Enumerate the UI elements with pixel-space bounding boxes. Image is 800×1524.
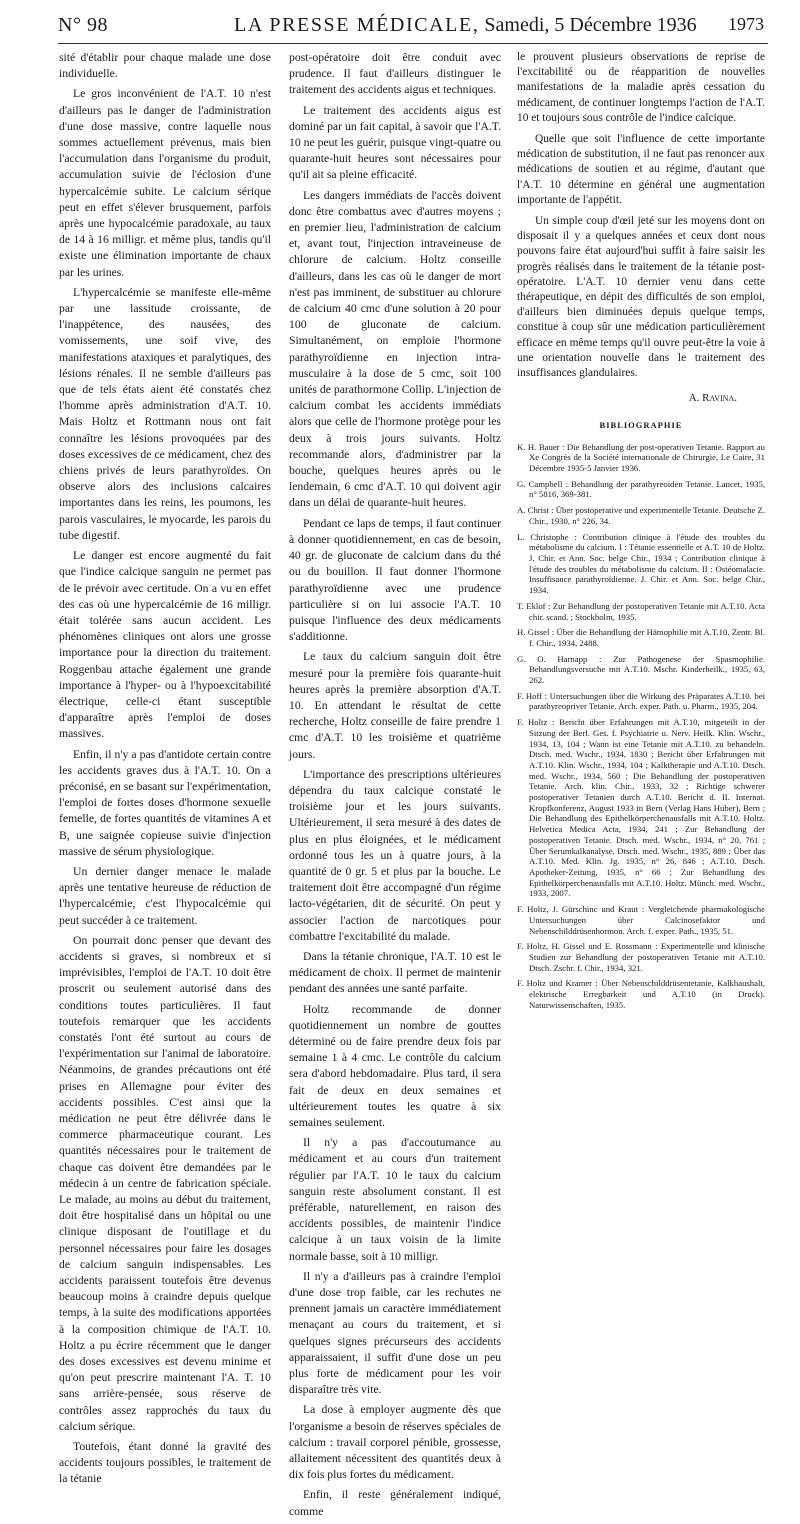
journal-name: LA PRESSE MÉDICALE, [234, 14, 480, 36]
page-header [58, 14, 768, 42]
paragraph: Le traitement des accidents aigus est dominé par un fait capital, à savoir que l'A.T. 10 ne peut les guérir, puisque vingt-quatre ou quarante-huit heures sont nécessaires pour qu'il ait sa pleine efficacité. [289, 103, 501, 182]
paragraph: Holtz recommande de donner quotidiennement un nombre de gouttes déterminé ou de faire prendre deux fois par semaine 1 à 4 cmc. Le contrôle du calcium sera d'abord hebdomadaire. Plus tard, il sera fait de deux en deux semaines et ultérieurement toutes les quatre à six semaines seulement. [289, 1002, 501, 1129]
issue-date: Samedi, 5 Décembre 1936 [484, 14, 697, 36]
bibliography-entry: F. Holtz und Kramer : Über Nebenschilddrüsentetanie, Kalkhaushalt, elektrische Erregbarkeit und A.T.10 (in Druck). Naturwissenschaften, 1935. [517, 978, 765, 1010]
paragraph: Quelle que soit l'influence de cette importante médication de substitution, il ne faut pas renoncer aux médications de soutien et au régime, d'autant que l'A.T. 10 détermine en général une augmentation importante de l'appétit. [517, 133, 765, 206]
bibliography-entry: G. O. Harnapp : Zur Pathogenese der Spasmophilie. Behandlungsversuche mit A.T.10. Mschr. Kinderheilk., 1935, 63, 262. [517, 653, 765, 686]
author-signature: A. Ravina. [688, 392, 737, 405]
paragraph: Un dernier danger menace le malade après une tentative heureuse de réduction de l'hypercalcémie, c'est l'hypocalcémie qui peut succéder à ce traitement. [59, 864, 271, 927]
column-middle [289, 50, 501, 1524]
paragraph: post-opératoire doit être conduit avec prudence. Il faut d'ailleurs distinguer le traitement des accidents aigus et techniques. [289, 51, 501, 97]
issue-number: N° 98 [58, 14, 108, 36]
paragraph: Le danger est encore augmenté du fait que l'indice calcique sanguin ne permet pas de le prévoir avec certitude. On a vu en effet des cas où une hypercalcémie de 16 milligr. était tolérée sans aucun accident. Les phénomènes cliniques ont alors une grosse importance pour la direction du traitement. Roggenbau attache également une grande importance à l'hyper- ou à l'hypoexcitabilité électrique, celle-ci étant susceptible d'apparaître après l'emploi de doses massives. [59, 549, 271, 741]
paragraph: Toutefois, étant donné la gravité des accidents toujours possibles, le traitement de la tétanie [59, 1440, 271, 1486]
paragraph: le prouvent plusieurs observations de reprise de l'excitabilité ou de réapparition de nouvelles manifestations de la maladie après cessation du médicament, de continuer longtemps l'action de l'A.T. 10 et toujours sous contrôle de l'indice calcique. [517, 51, 765, 124]
paragraph: L'importance des prescriptions ultérieures dépendra du taux calcique constaté le troisième jour et les jours suivants. Ultérieurement, il sera mesuré à des dates de plus en plus éloignées, et le médicament ordonné tous les un à quatre jours, à la quantité de 0 gr. 5 et plus par la bouche. Le traitement doit être accompagné d'un régime lacto-végétarien, dit de sécurité. On peut y associer l'action de narcotiques pour combattre l'excitabilité du malade. [289, 767, 501, 943]
header-title [234, 14, 697, 37]
paragraph: Enfin, il reste généralement indiqué, comme [289, 1488, 501, 1518]
bibliography-entry: G. Campbell : Behandlung der parathyreoiden Tetanie. Lancet, 1935, n° 5816, 369-381. [517, 478, 765, 500]
paragraph: On pourrait donc penser que devant des accidents si graves, si nombreux et si imprévisibles, l'emploi de l'A.T. 10 doit être proscrit ou seulement autorisé dans des conditions toutes particulières. Il faut toutefois remarquer que les accidents constatés l'ont été surtout au cours de l'expérimentation sur l'animal de laboratoire. Néanmoins, de grandes précautions ont été prises en Allemagne pour éviter des accidents possibles. C'est ainsi que la médication ne peut être délivrée dans le commerce pharmaceutique courant. Les quantités nécessaires pour le traitement de chaque cas doivent être demandées par le médecin à un centre de fabrication spéciale. Le malade, au moins au début du traitement, doit être hospitalisé dans un hôpital ou une clinique disposant de l'outillage et du personnel nécessaires pour faire les dosages de calcium sanguin indispensables. Les accidents paraissent toutefois être devenus beaucoup moins à craindre depuis quelque temps, à la suite des modifications apportées à la composition chimique de l'A.T. 10. Holtz a pu écrire récemment que le danger des doses excessives est devenu minime et qu'on peut prescrire maintenant l'A. T. 10 sans arrière-pensée, sous réserve de contrôles assez rapprochés du taux du calcium sérique. [59, 933, 271, 1433]
paragraph: Les dangers immédiats de l'accès doivent donc être combattus avec d'autres moyens ; en premier lieu, l'administration de calcium et, avant tout, l'injection intraveineuse de chlorure de calcium. Holtz conseille d'ailleurs, dans les cas où le danger de mort n'est pas imminent, de substituer au chlorure de calcium 40 cmc d'une solution à 20 pour 100 de gluconate de calcium. Simultanément, on emploie l'hormone parathyroïdienne en injection intra-musculaire à la dose de 5 cmc, soit 100 unités de parathormone Collip. L'injection de calcium combat les accidents immédiats alors que celle de l'hormone protège pour les deux à trois jours suivants. Holtz recommande alors, d'administrer par la bouche, quelques heures après ou le lendemain, 6 cmc d'A.T. 10 qui doivent agir dans un délai de quarante-huit heures. [289, 188, 501, 510]
paragraph: Le taux du calcium sanguin doit être mesuré pour la première fois quarante-huit heures après la première absorption d'A.T. 10. En attendant le résultat de cette recherche, Holtz conseille de faire prendre 1 cmc d'A.T. 10 les troisième et quatrième jours. [289, 650, 501, 761]
paragraph: sité d'établir pour chaque malade une dose individuelle. [59, 51, 271, 81]
paragraph: Il n'y a d'ailleurs pas à craindre l'emploi d'une dose trop faible, car les rechutes ne prennent jamais un caractère immédiatement menaçant au cours du traitement, et si quelques signes précurseurs des accidents apparaissaient, il suffit d'une dose un peu plus forte de médicament pour les voir disparaître très vite. [289, 1269, 501, 1397]
paragraph: L'hypercalcémie se manifeste elle-même par une lassitude croissante, de l'inappétence, des nausées, des vomissements, une soif vive, des manifestations ataxiques et paralytiques, des lésions rénales. Il ne semble d'ailleurs pas que de tels états aient été constatés chez l'homme après administration d'A.T. 10. Mais Holtz et Rottmann nous ont fait connaître les lésions provoquées par des doses excessives de ce médicament, chez des chiens privés de leurs parathyroïdes. On observe alors des inclusions calcaires importantes dans les reins, les poumons, les parois vasculaires, le myocarde, les parois du tube digestif. [59, 285, 271, 542]
bibliography-entry: F. Hoff : Untersuchungen über die Wirkung des Präparates A.T.10. bei parathyreopriver Tetanie. Arch. exper. Path. u. Pharm., 1935, 204. [517, 690, 765, 712]
paragraph: Il n'y a pas d'accoutumance au médicament et au cours d'un traitement régulier par l'A.T. 10 le taux du calcium sanguin reste absolument constant. Il est préférable, naturellement, en raison des accidents possibles, de maintenir l'indice calcique à un taux voisin de la limite normale basse, soit à 10 milligr. [289, 1136, 501, 1263]
bibliography-entry: F. Holtz, H. Gissel und E. Rossmann : Experimentelle und klinische Studien zur Behandlung der postoperativen Tetanie mit A.T.10. Dtsch. Zschr. f. Chir., 1934, 321. [517, 941, 765, 973]
paragraph: Enfin, il n'y a pas d'antidote certain contre les accidents graves dus à l'A.T. 10. On a préconisé, en se basant sur l'expérimentation, l'emploi de fortes doses d'hormone sexuelle femelle, de fortes quantités de vitamines A et B, une saignée copieuse suivie d'injection massive de sérum physiologique. [59, 747, 271, 858]
bibliography-entry: L. Christophe : Contribution clinique à l'étude des troubles du métabolisme du calcium. I : Tétanie essentielle et A.T. 10 de Holtz. J. Chir. et Ann. Soc. belge Chir., 1934 ; Contribution clinique à l'étude des troubles du métabolisme du calcium. II : Ostéomalacie. Insuffisance parathyroïdienne. J. Chir. et Ann. Soc. belge Chir., 1934. [517, 531, 765, 596]
paragraph: Dans la tétanie chronique, l'A.T. 10 est le médicament de choix. Il permet de maintenir pendant des années une santé parfaite. [289, 949, 501, 996]
column-right [517, 50, 765, 1015]
paragraph: Le gros inconvénient de l'A.T. 10 n'est d'ailleurs pas le danger de l'administration d'une dose massive, contre laquelle nous sommes actuellement prévenus, mais bien l'accumulation dans l'organisme du produit, accumulation suivie de l'éclosion d'une hypercalcémie subite. Le calcium sérique peut en effet s'élever brusquement, parfois après une hypocalcémie paradoxale, au taux de 14 à 16 milligr. et même plus, tandis qu'il existe une élimination importante de chaux par les urines. [59, 87, 271, 279]
bibliography-entry: T. Eklof : Zur Behandlung der postoperativen Tetanie mit A.T.10. Acta chir. scand. ; Stockholm, 1935. [517, 600, 765, 622]
page-folio: 1973 [728, 14, 764, 34]
header-rule [58, 43, 768, 44]
bibliography-entry: K. H. Bauer : Die Behandlung der post-operativen Tetanie. Rapport au Xe Congrès de la Société internationale de Chirurgie, Le Caire, 31 Décembre 1935-5 Janvier 1936. [517, 441, 765, 474]
bibliography-entry: F. Holtz, J. Gürschinc und Kraut : Vergleichende pharmakologische Untersuchungen über Calcinosefaktor und Nebenschilddrüsenhormon. Arch. f. exper. Path., 1935, 51. [517, 904, 765, 936]
paragraph: Un simple coup d'œil jeté sur les moyens dont on disposait il y a quelques années et ceux dont nous pouvons faire état aujourd'hui suffit à faire saisir les progrès réalisés dans le traitement de la tétanie post-opératoire. L'A.T. 10 dernier venu dans cette thérapeutique, en dépit des difficultés de son emploi, d'ailleurs bien diminuées depuis quelque temps, constitue à coup sûr une médication particulièrement efficace en même temps qu'il ouvre peut-être la voie à une orientation nouvelle dans le traitement des insuffisances glandulaires. [517, 215, 765, 380]
bibliography-entry: A. Christ : Über postoperative und experimentelle Tetanie. Deutsche Z. Chir., 1930, n° 226, 34. [517, 505, 765, 526]
paragraph: Pendant ce laps de temps, il faut continuer à donner quotidiennement, en cas de besoin, 40 gr. de gluconate de calcium dans du thé ou du bouillon. Il faut donner l'hormone parathyroïdienne avec une prudence particulière si on lui associe l'A.T. 10 puisque l'influence des deux médicaments s'additionne. [289, 516, 501, 644]
bibliography-entry: H. Gissel : Über die Behandlung der Hämophilie mit A.T.10. Zentr. Bl. f. Chir., 1934, 2488. [517, 627, 765, 648]
bibliography-entry: F. Holtz : Bericht über Erfahrungen mit A.T.10, mitgeteilt in der Sitzung der Berl. Ges. f. Psychiatrie u. Nerv. Heilk. Klin. Wschr., 1934, 13, 104 ; Wann ist eine Tetanie mit A.T.10. zu behandeln. Dtsch. med. Wschr., 1934, 1830 ; Bericht über Erfahrungen mit A.T.10. Klin. Wschr., 1934, 104 ; Kalktherapie und A.T.10. Dtsch. med. Wschr., 1934, 560 ; Die Behandlung der postoperativen Tetanie. Arch. klin. Chir., 1933, 32 ; Richtige schwerer postoperativer Tetanien durch A.T.10. Bericht d. II. Internat. Kropfkonferenz, August 1933 in Bern (Verlag Hans Huber), Bern ; Die Behandlung des Epithelkörperchenausfalls mit A.T.10. Holtz. Helvetica Medica Acta, 1934, 241 ; Zur Behandlung der postoperativen Tetanie. Dtsch. med. Wschr., 1934, n° 20, 761 ; Über Serumkalkanalyse. Dtsch. med. Wschr., 1935, 889 ; Über das A.T.10. Med. Klin. Jg. 1935, n° 26, 846 ; A.T.10. Dtsch. Apotheker-Zeitung, 1935, n° 66 ; Zur Behandlung des Epithelkörperchenausfalls mit A.T.10. Holtz. Münch. med. Wschr., 1933, 2007. [517, 717, 765, 899]
paragraph: La dose à employer augmente dès que l'organisme a besoin de réserves spéciales de calcium : travail corporel pénible, grossesse, allaitement nécessitent des quantités deux à dix fois plus fortes du médicament. [289, 1403, 501, 1482]
bibliography-heading: BIBLIOGRAPHIE [599, 420, 683, 431]
column-left [59, 50, 271, 1492]
